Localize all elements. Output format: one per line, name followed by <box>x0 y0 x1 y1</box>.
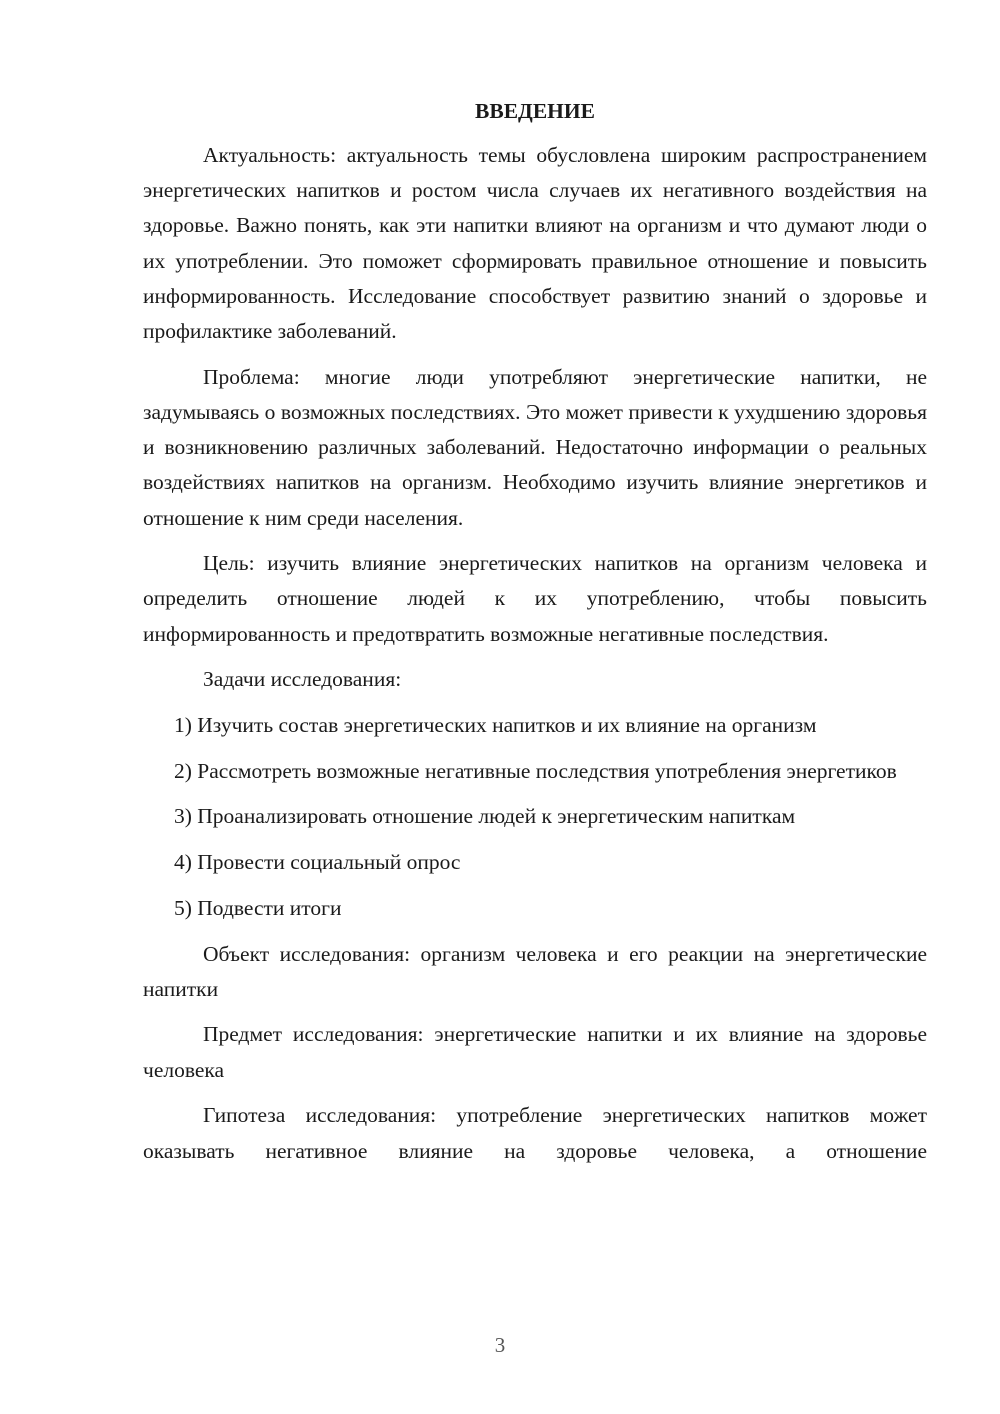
tasks-heading: Задачи исследования: <box>203 667 402 692</box>
object-paragraph: Объект исследования: организм человека и его реакции на энергетические напитки <box>143 941 927 1001</box>
relevance-paragraph: Актуальность: актуальность темы обусловлена широким распространением энергетических напитков и ростом числа случаев их негативного воздействия на здоровье. Важно понять, как эти напитки влияют на организм и что думают люди о их употреблении. Это поможет сформировать правильное отношение и повысить информированность. Исследование способствует развитию знаний о здоровье и профилактике заболеваний. <box>143 143 927 344</box>
section-title: ВВЕДЕНИЕ <box>475 99 595 123</box>
page-number: 3 <box>494 1333 506 1357</box>
task-item: 2) Рассмотреть возможные негативные последствия употребления энергетиков <box>174 758 897 783</box>
task-item: 4) Провести социальный опрос <box>174 850 461 875</box>
task-item: 5) Подвести итоги <box>174 895 342 920</box>
goal-paragraph: Цель: изучить влияние энергетических напитков на организм человека и определить отношение людей к их употреблению, чтобы повысить информированность и предотвратить возможные негативные последствия. <box>143 551 927 646</box>
subject-paragraph: Предмет исследования: энергетические напитки и их влияние на здоровье человека <box>143 1022 927 1082</box>
hypothesis-paragraph: Гипотеза исследования: употребление энергетических напитков может оказывать негативное влияние на здоровье человека, а отношение <box>143 1103 927 1163</box>
task-item: 1) Изучить состав энергетических напитков и их влияние на организм <box>174 713 817 738</box>
problem-paragraph: Проблема: многие люди употребляют энергетические напитки, не задумываясь о возможных последствиях. Это может привести к ухудшению здоровья и возникновению различных заболеваний. Недостаточно информации о реальных воздействиях напитков на организм. Необходимо изучить влияние энергетиков и отношение к ним среди населения. <box>143 364 927 530</box>
document-page <box>143 96 927 1169</box>
task-item: 3) Проанализировать отношение людей к энергетическим напиткам <box>174 804 796 829</box>
